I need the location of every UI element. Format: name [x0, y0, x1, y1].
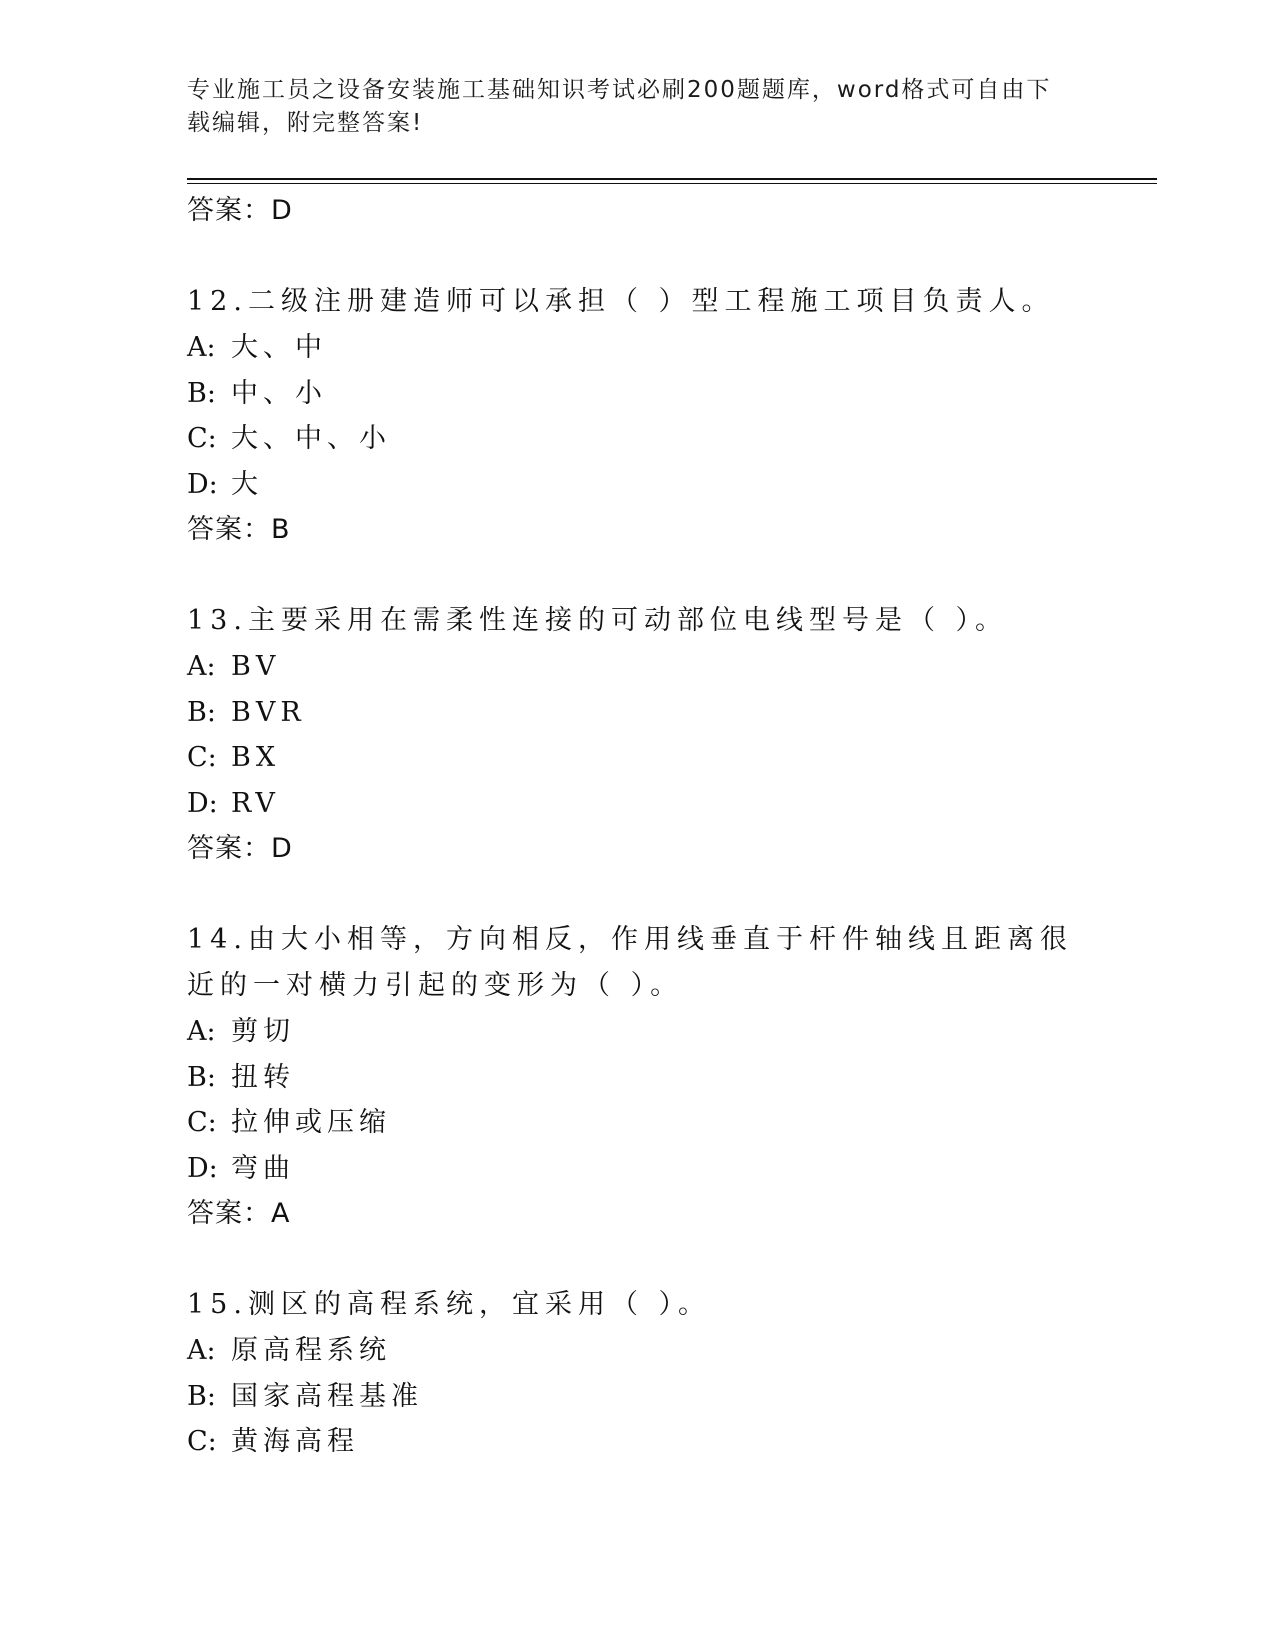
- option-c: [187, 416, 1087, 462]
- option-text: BX: [231, 742, 281, 773]
- question-stem: 13.主要采用在需柔性连接的可动部位电线型号是（ ）。: [187, 605, 1009, 636]
- header-rule-thick: [187, 178, 1157, 180]
- option-b: [187, 690, 1087, 736]
- option-letter: D:: [187, 1152, 218, 1184]
- option-b: [187, 1374, 1087, 1420]
- option-c: [187, 735, 1087, 781]
- option-text: 大、中、小: [231, 423, 391, 454]
- option-letter: B:: [187, 696, 216, 728]
- question-13: [187, 598, 1087, 871]
- option-letter: B:: [187, 1380, 216, 1412]
- document-body: [187, 188, 1087, 1465]
- option-letter: C:: [187, 423, 217, 454]
- answer-line: 答案：D: [187, 833, 293, 864]
- option-letter: A:: [187, 332, 216, 363]
- option-text: RV: [231, 787, 280, 819]
- option-text: 剪切: [231, 1016, 295, 1047]
- option-text: 中、小: [231, 377, 327, 409]
- question-stem: 12.二级注册建造师可以承担（ ）型工程施工项目负责人。: [187, 286, 1055, 317]
- option-text: BV: [231, 651, 281, 682]
- option-letter: D:: [187, 787, 218, 819]
- option-text: 扭转: [231, 1061, 295, 1093]
- option-c: [187, 1419, 1087, 1465]
- option-b: [187, 1055, 1087, 1101]
- question-stem: 15.测区的高程系统，宜采用（ ）。: [187, 1289, 712, 1320]
- option-letter: B:: [187, 377, 216, 409]
- option-text: 黄海高程: [231, 1426, 359, 1457]
- option-d: [187, 781, 1087, 827]
- page-header: 专业施工员之设备安装施工基础知识考试必刷200题题库，word格式可自由下载编辑，附完整答案!: [187, 77, 1052, 136]
- option-c: [187, 1100, 1087, 1146]
- option-a: [187, 325, 1087, 371]
- option-text: BVR: [231, 696, 306, 728]
- option-text: 原高程系统: [231, 1335, 391, 1366]
- option-letter: C:: [187, 1426, 217, 1457]
- option-letter: B:: [187, 1061, 216, 1093]
- option-letter: C:: [187, 1107, 217, 1138]
- option-letter: A:: [187, 1016, 216, 1047]
- question-14: [187, 917, 1087, 1236]
- option-letter: D:: [187, 468, 218, 500]
- option-d: [187, 1146, 1087, 1192]
- option-letter: A:: [187, 1335, 216, 1366]
- answer-line: 答案：D: [187, 195, 293, 226]
- option-d: [187, 462, 1087, 508]
- option-b: [187, 371, 1087, 417]
- answer-line: 答案：A: [187, 1198, 291, 1229]
- option-text: 弯曲: [231, 1152, 295, 1184]
- option-text: 拉伸或压缩: [231, 1107, 391, 1138]
- option-a: [187, 1328, 1087, 1374]
- option-letter: C:: [187, 742, 217, 773]
- option-text: 大、中: [231, 332, 327, 363]
- option-letter: A:: [187, 651, 216, 682]
- question-12: [187, 279, 1087, 552]
- answer-line: 答案：B: [187, 514, 291, 545]
- option-a: [187, 644, 1087, 690]
- question-15: [187, 1282, 1087, 1465]
- option-text: 大: [231, 468, 263, 500]
- option-a: [187, 1009, 1087, 1055]
- question-stem: 14.由大小相等，方向相反，作用线垂直于杆件轴线且距离很近的一对横力引起的变形为（ ）。: [187, 924, 1073, 1001]
- header-rule-thin: [187, 183, 1157, 184]
- option-text: 国家高程基准: [231, 1380, 423, 1412]
